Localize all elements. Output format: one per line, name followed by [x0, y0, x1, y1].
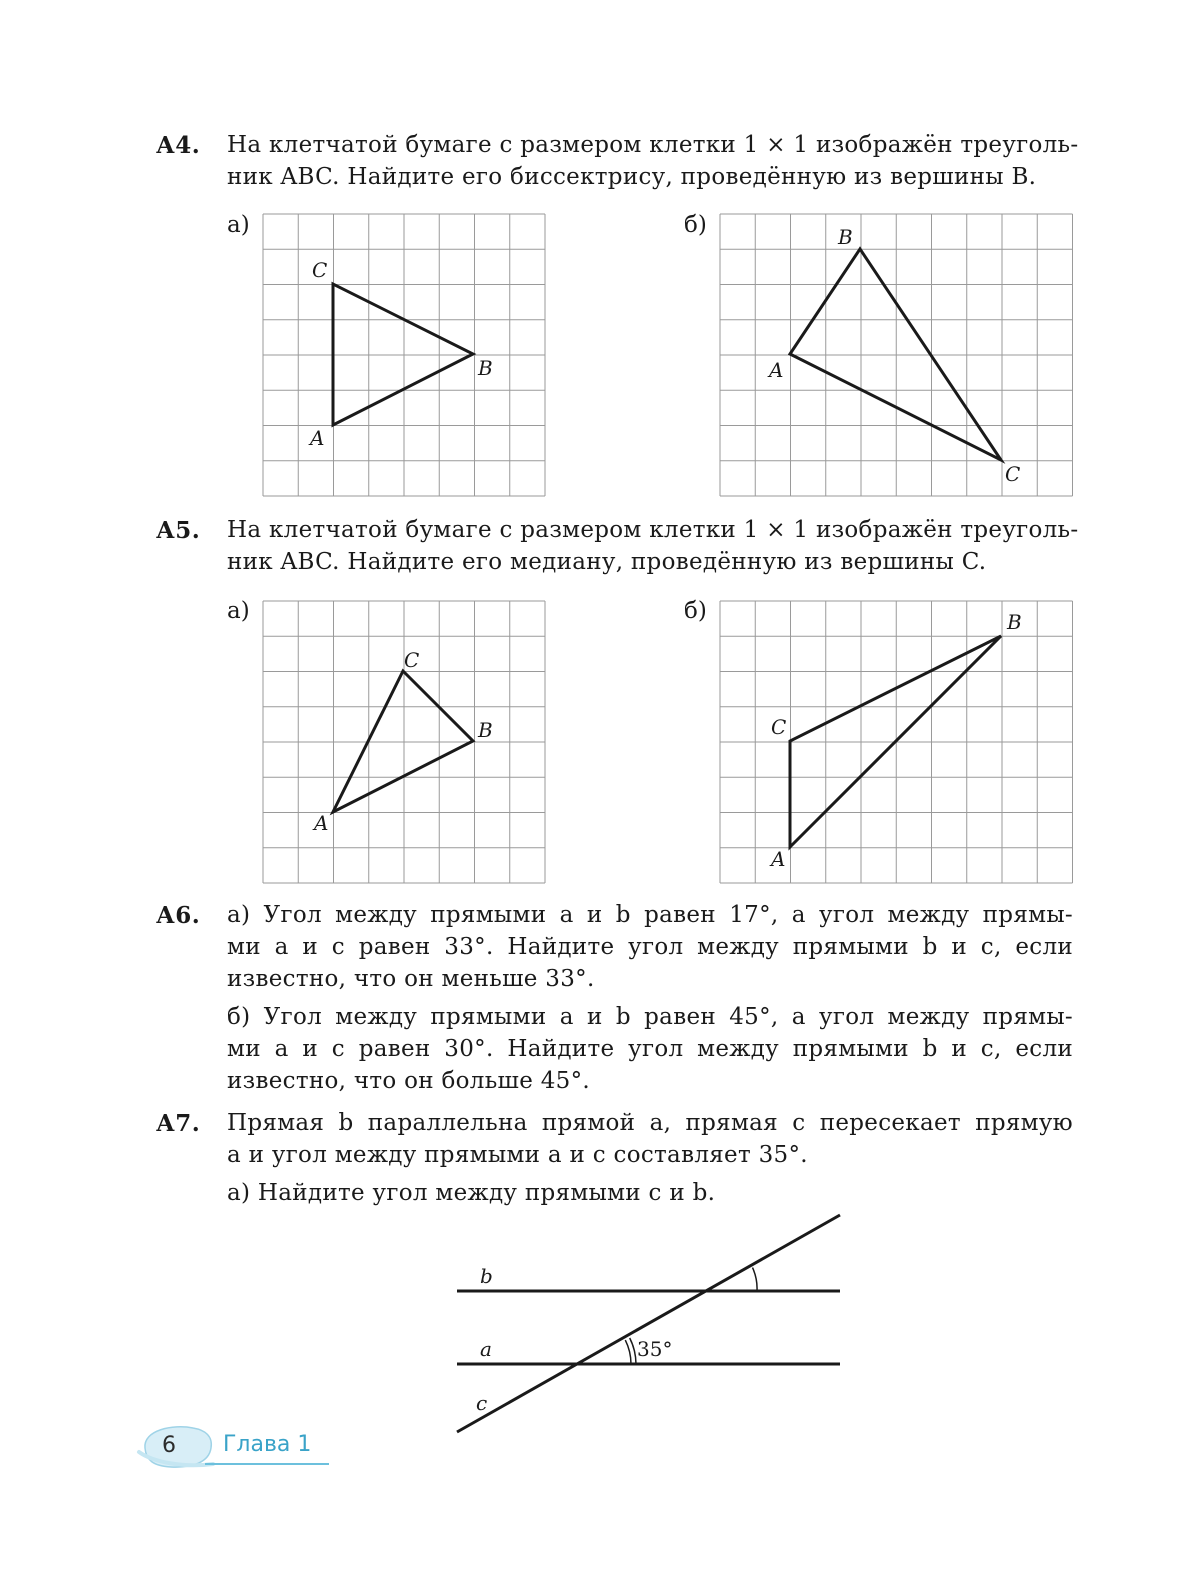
- task-number: А5.: [156, 517, 201, 544]
- vertex-label-c: C: [404, 648, 420, 672]
- grid-lines: [263, 214, 545, 496]
- task-text-line: известно, что он меньше 33°.: [227, 966, 595, 992]
- task-text-line: a и угол между прямыми a и c составляет 35°.: [227, 1142, 808, 1168]
- grid-figure-a4a: [262, 213, 552, 503]
- task-text-line: Прямая b параллельна прямой a, прямая c пересекает прямую: [227, 1110, 1073, 1136]
- part-label: б): [684, 212, 707, 238]
- task-number: А4.: [156, 132, 201, 159]
- grid-lines: [263, 601, 545, 883]
- task-text-line: На клетчатой бумаге с размером клетки 1 × 1 изображён треуголь-: [227, 517, 1079, 543]
- task-text-line: ми a и c равен 33°. Найдите угол между прямыми b и c, если: [227, 934, 1073, 960]
- task-text-line: ник ABC. Найдите его биссектрису, проведённую из вершины B.: [227, 164, 1037, 190]
- vertex-label-a: A: [769, 358, 784, 382]
- parallel-lines-figure: [440, 1205, 860, 1445]
- task-text-line: известно, что он больше 45°.: [227, 1068, 591, 1094]
- vertex-label-b: B: [838, 225, 853, 249]
- vertex-label-c: C: [771, 715, 787, 739]
- task-text-line: а) Угол между прямыми a и b равен 17°, а угол между прямы-: [227, 902, 1073, 928]
- page-number: 6: [162, 1433, 176, 1458]
- task-text-line: ми a и c равен 30°. Найдите угол между прямыми b и c, если: [227, 1036, 1073, 1062]
- vertex-label-b: B: [478, 718, 493, 742]
- task-number: А6.: [156, 902, 201, 929]
- grid-lines: [720, 214, 1073, 496]
- vertex-label-a: A: [310, 426, 325, 450]
- angle-arc-b: [753, 1268, 758, 1291]
- grid-figure-a5b: [719, 600, 1079, 890]
- chapter-label: Глава 1: [223, 1432, 312, 1457]
- angle-label: 35°: [637, 1337, 673, 1361]
- vertex-label-c: C: [312, 258, 328, 282]
- task-text-line: б) Угол между прямыми a и b равен 45°, а угол между прямы-: [227, 1004, 1073, 1030]
- footer-rule: [205, 1463, 329, 1465]
- line-label-c: c: [476, 1391, 488, 1415]
- vertex-label-b: B: [1007, 610, 1022, 634]
- task-number: А7.: [156, 1110, 201, 1137]
- vertex-label-a: A: [771, 847, 786, 871]
- part-label: а): [227, 212, 250, 238]
- line-label-a: a: [480, 1337, 492, 1361]
- part-label: б): [684, 598, 707, 624]
- task-text-line: а) Найдите угол между прямыми c и b.: [227, 1180, 716, 1206]
- task-text-line: ник ABC. Найдите его медиану, проведённую из вершины C.: [227, 549, 987, 575]
- vertex-label-c: C: [1005, 462, 1021, 486]
- vertex-label-b: B: [478, 356, 493, 380]
- grid-figure-a5a: [262, 600, 552, 890]
- vertex-label-a: A: [314, 811, 329, 835]
- part-label: а): [227, 598, 250, 624]
- line-c: [457, 1215, 840, 1432]
- angle-arc-a-inner: [625, 1340, 631, 1364]
- grid-figure-a4b: [719, 213, 1079, 503]
- line-label-b: b: [480, 1264, 493, 1288]
- task-text-line: На клетчатой бумаге с размером клетки 1 × 1 изображён треуголь-: [227, 132, 1079, 158]
